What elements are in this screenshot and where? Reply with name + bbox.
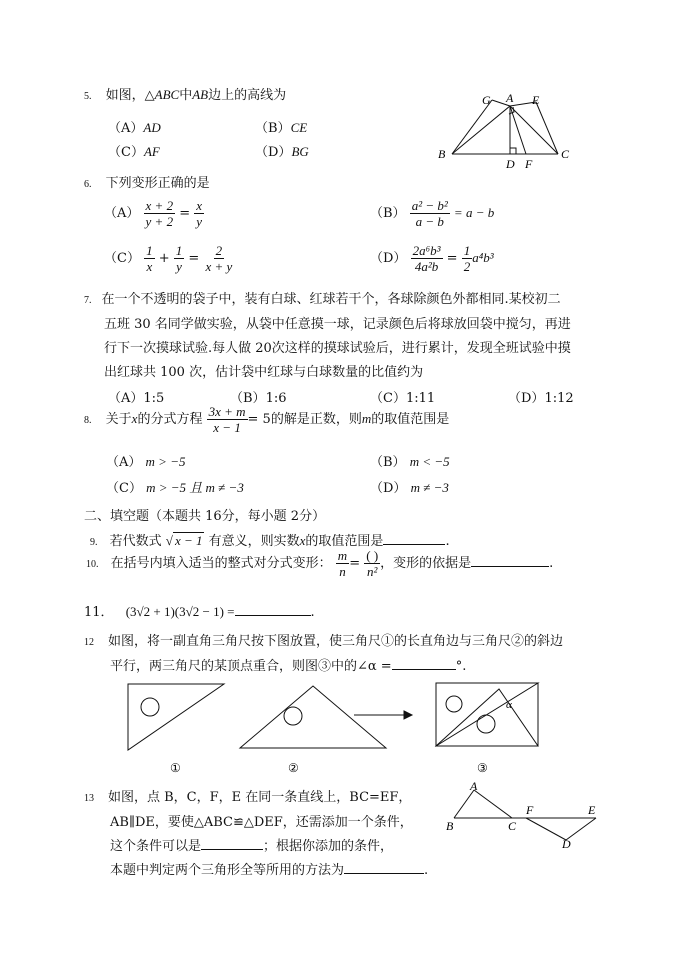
q9-answer-blank[interactable] <box>383 532 445 545</box>
q12-line-1 <box>84 630 563 655</box>
q8-option-c[interactable] <box>106 477 244 496</box>
q6-a-frac-left <box>144 198 176 229</box>
q13-line-fd <box>526 818 566 840</box>
q6-c-den3: x + y <box>205 259 233 274</box>
q12-fig1-hole <box>141 698 159 716</box>
q7-option-a-value: 1:5 <box>143 391 165 406</box>
q6-d-frac2 <box>462 243 473 274</box>
q5-text-a: 如图，△ <box>105 88 155 103</box>
q5-option-c-value: AF <box>143 144 160 159</box>
q13-line-1 <box>84 786 428 811</box>
q5-option-b[interactable] <box>255 117 307 136</box>
q6-option-b[interactable] <box>370 198 494 229</box>
q6-option-d[interactable] <box>370 243 494 274</box>
q13-label-a: A <box>470 779 478 793</box>
q13-end: . <box>424 863 429 878</box>
q6-a-eq: = <box>179 206 191 221</box>
q12-answer-blank[interactable] <box>392 657 456 670</box>
q6-option-b-key: （B） <box>370 206 406 221</box>
q13-stem <box>84 786 428 883</box>
q11-expression: (3√2 + 1)(3√2 − 1) = <box>125 604 235 619</box>
q13-answer-blank-1[interactable] <box>201 837 263 850</box>
q13-line-ba <box>454 790 474 818</box>
q13-figure <box>440 779 610 852</box>
q5-label-e: E <box>532 93 540 107</box>
q6-d-num2: 1 <box>463 243 471 258</box>
q6-a-den2: y <box>196 214 203 229</box>
q10-text-b: ，变形的依据是 <box>380 556 472 571</box>
q10-answer-blank[interactable] <box>471 554 549 567</box>
q5-option-a-value: AD <box>143 120 161 135</box>
q12-text-1: 如图，将一副直角三角尺按下图放置，使三角尺①的长直角边与三角尺②的斜边 <box>108 634 564 649</box>
q6-d-den2: 2 <box>463 259 471 274</box>
q7-option-d[interactable] <box>508 387 574 406</box>
q8-option-c-key: （C） <box>106 481 142 496</box>
q13-label-f: F <box>526 803 534 817</box>
q7-stem <box>84 288 571 385</box>
q13-answer-blank-2[interactable] <box>344 861 424 874</box>
q12-line-2 <box>110 655 563 679</box>
q13-text-1: 如图，点 B，C，F，E 在同一条直线上，BC=EF， <box>108 790 412 805</box>
q7-line-3: 行下一次摸球试验.每人做 20次这样的摸球试验后，进行累计，发现全班试验中摸 <box>104 341 571 356</box>
q8-option-a-value: m > −5 <box>145 454 186 469</box>
q10-paren-blank[interactable]: ( ) <box>366 548 379 563</box>
q13-label-c: C <box>508 819 517 833</box>
q8-option-a[interactable] <box>106 451 185 470</box>
q5-figure <box>430 88 580 171</box>
q9-text-a: 若代数式 <box>109 534 162 549</box>
q8-option-d-key: （D） <box>370 481 407 496</box>
q10-den-n: n <box>339 564 346 579</box>
q13-line-3 <box>110 835 428 859</box>
q6-c-frac2 <box>174 243 185 274</box>
q6-c-eq: = <box>188 251 200 266</box>
q12-fig3-triangle-2 <box>436 689 538 746</box>
q6-number: 6. <box>84 179 92 190</box>
q8-num: 3x + m <box>208 404 246 419</box>
q12-alpha-label: α <box>506 699 512 711</box>
q12-label-3: ③ <box>477 761 488 775</box>
q13-label-d: D <box>562 837 571 851</box>
q12-fig3-hole-2 <box>477 715 495 733</box>
q12-text-2a: 平行，两三角尺的某顶点重合，则图③中的∠α = <box>110 659 392 674</box>
q7-text-1: 在一个不透明的袋子中，装有白球、红球若干个，各球除颜色外都相同.某校初二 <box>101 292 561 307</box>
q5-label-c: C <box>561 147 570 161</box>
q8-option-b-key: （B） <box>370 455 406 470</box>
section-title-fill-in: 二、填空题（本题共 16分，每小题 2分） <box>84 509 326 524</box>
q10-number: 10. <box>86 559 99 570</box>
q11-end: . <box>310 605 315 620</box>
q8-text-c: = 5的解是正数，则 <box>247 412 362 427</box>
q5-label-b: B <box>438 147 446 161</box>
q6-stem <box>84 172 210 191</box>
q6-d-eq: = <box>446 251 458 266</box>
q9-stem <box>90 530 450 549</box>
q8-text-d: 的取值范围是 <box>371 412 450 427</box>
q13-text-4: 本题中判定两个三角形全等所用的方法为 <box>110 863 345 878</box>
q6-option-a-key: （A） <box>104 206 140 221</box>
q8-frac <box>207 404 248 435</box>
q6-d-rhs: a⁴b³ <box>472 250 494 265</box>
q5-line-bg <box>452 100 492 154</box>
q7-option-b-value: 1:6 <box>265 391 287 406</box>
q8-option-d[interactable] <box>370 477 449 496</box>
q13-line-4 <box>110 859 428 883</box>
q5-option-b-value: CE <box>290 120 308 135</box>
q12-text-2b: °. <box>455 659 467 674</box>
q6-b-rhs: = a − b <box>453 205 495 220</box>
q8-var-m: m <box>361 411 372 426</box>
q6-c-frac1 <box>144 243 155 274</box>
q8-var-x: x <box>131 411 138 426</box>
q9-text-c: 的取值范围是 <box>305 534 384 549</box>
q5-text-b: 中 <box>179 88 193 103</box>
q12-number: 12 <box>84 637 94 648</box>
q6-d-den1: 4a²b <box>414 259 439 274</box>
q6-c-den2: y <box>176 259 182 274</box>
q12-fig2-triangle <box>240 686 386 748</box>
q9-number: 9. <box>90 537 98 548</box>
q9-end: . <box>445 534 450 549</box>
q5-stem <box>84 84 286 103</box>
q13-line-ac <box>474 790 512 818</box>
q6-d-frac1 <box>411 243 443 274</box>
q5-line-ac <box>510 106 558 154</box>
q5-number: 5. <box>84 91 92 102</box>
q12-label-1: ① <box>170 761 181 775</box>
q13-label-b: B <box>446 819 454 833</box>
q7-option-a-key: （A） <box>108 391 144 406</box>
q5-option-c-key: （C） <box>108 145 144 160</box>
q5-text-ab: AB <box>192 87 209 102</box>
q8-den: x − 1 <box>213 420 241 435</box>
q10-num-m: m <box>337 548 348 563</box>
q8-option-b[interactable] <box>370 451 450 470</box>
q6-c-num1: 1 <box>146 243 153 258</box>
q10-eq: = <box>349 556 361 571</box>
q6-c-den1: x <box>146 259 153 274</box>
q6-c-frac3 <box>203 243 234 274</box>
q7-line-2: 五班 30 名同学做实验，从袋中任意摸一球，记录颜色后将球放回袋中搅匀，再进 <box>104 317 571 332</box>
q5-right-angle-d <box>510 148 516 154</box>
q6-text: 下列变形正确的是 <box>105 176 210 191</box>
q5-option-a[interactable] <box>108 117 161 136</box>
q6-d-num1: 2a⁶b³ <box>412 243 441 258</box>
q5-line-ba <box>452 106 510 154</box>
q5-option-b-key: （B） <box>255 121 291 136</box>
q5-option-c[interactable] <box>108 141 160 160</box>
q5-option-a-key: （A） <box>108 121 144 136</box>
q6-a-den1: y + 2 <box>145 214 174 229</box>
q12-stem <box>84 630 563 679</box>
q5-label-a: A <box>506 91 514 105</box>
q8-option-b-value: m < −5 <box>409 454 450 469</box>
q6-option-a[interactable] <box>104 198 204 229</box>
q7-option-c-key: （C） <box>370 391 406 406</box>
q12-fig3-hole-1 <box>446 696 462 712</box>
q6-b-den: a − b <box>415 214 444 229</box>
q5-label-f: F <box>525 157 533 171</box>
q6-option-c[interactable] <box>104 243 234 274</box>
q6-a-frac-right <box>194 198 204 229</box>
q6-b-num: a² − b² <box>411 198 448 213</box>
q11-number: 11． <box>84 605 114 620</box>
q6-c-num3: 2 <box>215 243 223 258</box>
q5-line-ce <box>536 102 558 154</box>
q5-option-d[interactable] <box>255 141 309 160</box>
q12-arrow-head <box>404 711 412 719</box>
q10-den-n2: n² <box>366 564 378 579</box>
q6-c-plus: + <box>158 251 170 266</box>
q6-b-frac <box>410 198 450 229</box>
q8-option-d-value: m ≠ −3 <box>410 480 449 495</box>
q10-stem <box>86 548 553 579</box>
q5-text-abc: ABC <box>154 87 180 102</box>
q5-text-c: 边上的高线为 <box>208 88 287 103</box>
q9-var-x: x <box>299 533 306 548</box>
q7-line-4: 出红球共 100 次，估计袋中红球与白球数量的比值约为 <box>104 365 424 380</box>
q11-stem <box>84 601 315 620</box>
q12-fig2-hole <box>284 707 302 725</box>
q9-text-b: 有意义，则实数 <box>208 534 300 549</box>
q13-text-3a: 这个条件可以是 <box>110 839 202 854</box>
q8-stem <box>84 404 449 435</box>
q7-number: 7. <box>84 295 92 306</box>
q5-label-d: D <box>506 157 515 171</box>
q12-label-2: ② <box>288 761 299 775</box>
q7-line-1 <box>84 288 571 313</box>
q12-figures <box>120 680 550 780</box>
q13-line-2: AB∥DE，要使△ABC≌△DEF，还需添加一个条件， <box>110 815 413 830</box>
q10-text-a: 在括号内填入适当的整式对分式变形： <box>110 556 332 571</box>
q5-option-d-key: （D） <box>255 145 292 160</box>
q9-radicand: x − 1 <box>174 533 203 548</box>
q6-option-d-key: （D） <box>370 251 407 266</box>
q10-frac-left <box>336 548 349 579</box>
q9-radical: √ x − 1 <box>165 533 203 548</box>
q11-answer-blank[interactable] <box>235 603 311 616</box>
q5-label-g: G <box>482 93 491 107</box>
q6-c-num2: 1 <box>175 243 183 258</box>
q7-option-d-key: （D） <box>508 391 545 406</box>
q8-text-a: 关于 <box>105 412 132 427</box>
q6-a-num2: x <box>196 198 203 213</box>
q5-line-af <box>510 106 526 154</box>
q10-end: . <box>549 556 554 571</box>
q7-option-b-key: （B） <box>230 391 266 406</box>
q8-text-b: 的分式方程 <box>137 412 203 427</box>
q6-option-c-key: （C） <box>104 251 140 266</box>
q7-option-d-value: 1:12 <box>544 391 574 406</box>
q13-number: 13 <box>84 793 94 804</box>
q8-option-c-value: m > −5 且 m ≠ −3 <box>146 480 244 495</box>
q10-frac-right <box>364 548 380 579</box>
q13-text-3b: ；根据你添加的条件， <box>263 839 394 854</box>
q6-a-num1: x + 2 <box>145 198 174 213</box>
q5-option-d-value: BG <box>291 144 309 159</box>
q7-option-c-value: 1:11 <box>405 391 436 406</box>
q13-label-e: E <box>588 803 596 817</box>
q12-fig3-triangle-1 <box>436 683 538 746</box>
q12-fig1-triangle <box>128 684 224 750</box>
q8-number: 8. <box>84 415 92 426</box>
q8-option-a-key: （A） <box>106 455 142 470</box>
